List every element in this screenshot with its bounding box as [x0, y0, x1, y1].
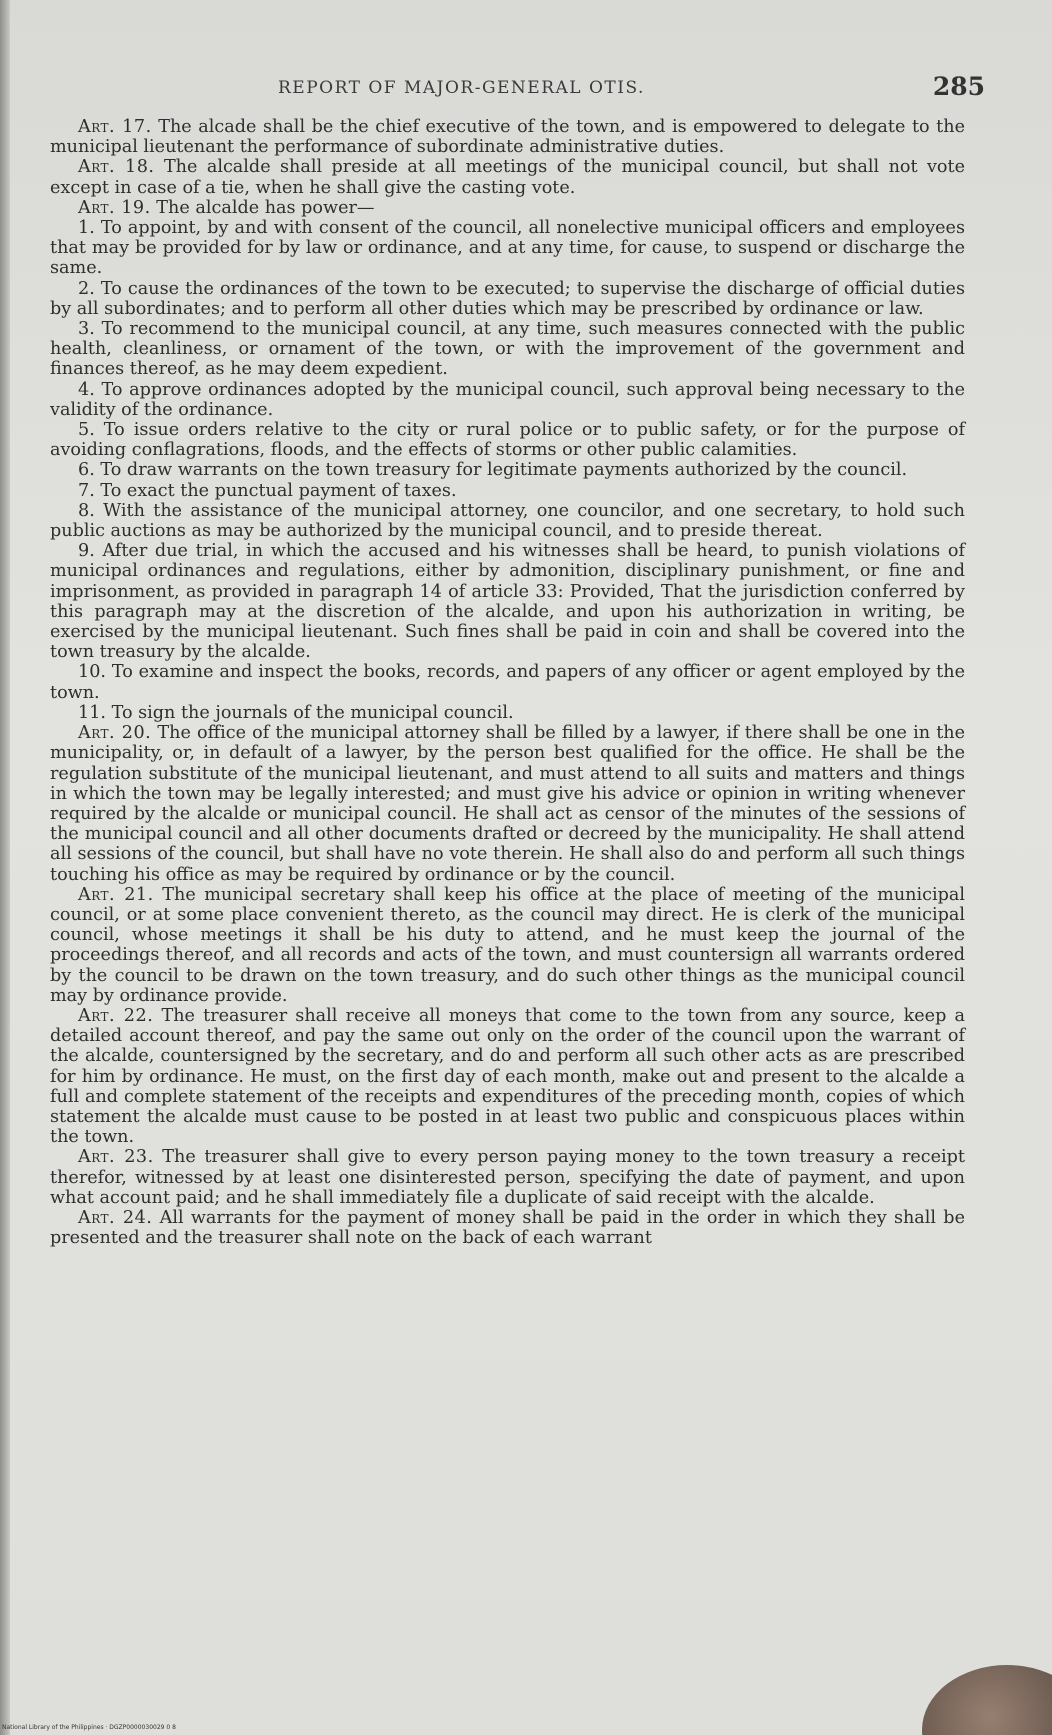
paragraph-text: The alcade shall be the chief executive of the town, and is empowered to delegate to the municipal lieutenant the performance of subordinate administrative duties. — [50, 117, 965, 158]
library-credit: National Library of the Philippines · DGZP0000030029 0 8 — [2, 1724, 176, 1731]
paragraph — [50, 541, 965, 662]
paragraph-text: The treasurer shall receive all moneys that come to the town from any source, keep a detailed account thereof, and pay the same out only on the order of the council upon the warrant of the alcalde, countersigned by the secretary, and do and perform all such other acts as are prescribed for him by ordinance. He must, on the first day of each month, make out and present to the alcalde a full and complete statement of the receipts and expenditures of the preceding month, copies of which statement the alcalde must cause to be posted in at least two public and conspicuous places within the town. — [50, 1005, 965, 1148]
paragraph-text: 10. To examine and inspect the books, records, and papers of any officer or agent employed by the town. — [50, 662, 965, 703]
article-label: Art. 19. — [78, 197, 151, 218]
article-label: Art. 22. — [78, 1005, 154, 1026]
paragraph — [50, 703, 965, 723]
paragraph — [50, 723, 965, 885]
paragraph-text: 5. To issue orders relative to the city or rural police or to public safety, or for the purpose of avoiding conflagrations, floods, and the effects of storms or other public calamities. — [50, 420, 965, 461]
paragraph — [50, 319, 965, 380]
paragraph-text: The office of the municipal attorney shall be filled by a lawyer, if there shall be one in the municipality, or, in default of a lawyer, by the person best qualified for the office. He shall be the regulation substitute of the municipal lieutenant, and must attend to all suits and matters and things in which the town may be legally interested; and must give his advice or opinion in writing whenever required by the alcalde or municipal council. He shall act as censor of the minutes of the sessions of the municipal council and all other documents drafted or decreed by the municipality. He shall attend all sessions of the council, but shall have no vote therein. He shall also do and perform all such things touching his office as may be required by ordinance or by the council. — [50, 723, 966, 885]
page-binding-edge — [0, 0, 10, 1735]
paragraph-text: 9. After due trial, in which the accused and his witnesses shall be heard, to punish violations of municipal ordinances and regulations, either by admonition, disciplinary punishment, or fine and imprisonment, as provided in paragraph 14 of article 33: Provided, That the jurisdiction conferred by this paragraph may at the discretion of the alcalde, and upon his authorization in writing, be exercised by the municipal lieutenant. Such fines shall be paid in coin and shall be covered into the town treasury by the alcalde. — [50, 541, 965, 663]
paragraph-text: 3. To recommend to the municipal council, at any time, such measures connected with the public health, cleanliness, or ornament of the town, or with the improvement of the government and finances thereof, as he may deem expedient. — [50, 319, 965, 380]
paragraph-text: 6. To draw warrants on the town treasury for legitimate payments authorized by the council. — [78, 460, 908, 481]
paragraph — [50, 662, 965, 702]
paragraph — [50, 1147, 965, 1208]
paragraph-text: 4. To approve ordinances adopted by the municipal council, such approval being necessary to the validity of the ordinance. — [50, 379, 965, 420]
paragraph-text: 8. With the assistance of the municipal attorney, one councilor, and one secretary, to hold such public auctions as may be authorized by the municipal council, and to preside thereat. — [50, 500, 965, 542]
page-body — [50, 117, 965, 1248]
article-label: Art. 17. — [78, 117, 152, 137]
paragraph — [50, 481, 965, 501]
thumb-shadow — [922, 1665, 1052, 1735]
paragraph-text: All warrants for the payment of money shall be paid in the order in which they shall be presented and the treasurer shall note on the back of each warrant — [50, 1207, 965, 1249]
paragraph — [50, 1006, 965, 1147]
page-number: 285 — [932, 72, 985, 101]
paragraph-text: The alcalde shall preside at all meetings of the municipal council, but shall not vote except in case of a tie, when he shall give the casting vote. — [50, 157, 965, 198]
paragraph — [50, 501, 965, 541]
paragraph-text: The alcalde has power— — [150, 197, 375, 218]
article-label: Art. 18. — [78, 157, 155, 178]
page-header — [60, 72, 985, 112]
paragraph — [50, 117, 965, 157]
paragraph — [50, 157, 965, 197]
paragraph — [50, 885, 965, 1006]
paragraph — [50, 218, 965, 279]
article-label: Art. 21. — [78, 884, 154, 905]
paragraph-text: 1. To appoint, by and with consent of the council, all nonelective municipal officers and employees that may be provided for by law or ordinance, and at any time, for cause, to suspend or discharge the same. — [50, 218, 965, 279]
paragraph-text: 2. To cause the ordinances of the town to be executed; to supervise the discharge of official duties by all subordinates; and to perform all other duties which may be prescribed by ordinance or law. — [50, 278, 965, 319]
article-label: Art. 24. — [78, 1207, 153, 1228]
paragraph — [50, 380, 965, 420]
article-label: Art. 20. — [78, 723, 152, 744]
paragraph — [50, 460, 965, 480]
running-head: REPORT OF MAJOR-GENERAL OTIS. — [278, 78, 645, 98]
paragraph — [50, 279, 965, 319]
paragraph-text: 11. To sign the journals of the municipal council. — [78, 702, 514, 723]
paragraph — [50, 198, 965, 218]
paragraph — [50, 420, 965, 460]
paragraph-text: 7. To exact the punctual payment of taxes. — [78, 480, 457, 501]
paragraph-text: The municipal secretary shall keep his office at the place of meeting of the municipal council, or at some place convenient thereto, as the council may direct. He is clerk of the municipal council, whose meetings it shall be his duty to attend, and he must keep the journal of the proceedings thereof, and all records and acts of the town, and must countersign all warrants ordered by the council to be drawn on the town treasury, and do such other things as the municipal council may by ordinance provide. — [50, 884, 966, 1006]
article-label: Art. 23. — [78, 1147, 154, 1168]
paragraph-text: The treasurer shall give to every person paying money to the town treasury a receipt therefor, witnessed by at least one disinterested person, specifying the date of payment, and upon what account paid; and he shall immediately file a duplicate of said receipt with the alcalde. — [50, 1147, 965, 1208]
paragraph — [50, 1208, 965, 1248]
